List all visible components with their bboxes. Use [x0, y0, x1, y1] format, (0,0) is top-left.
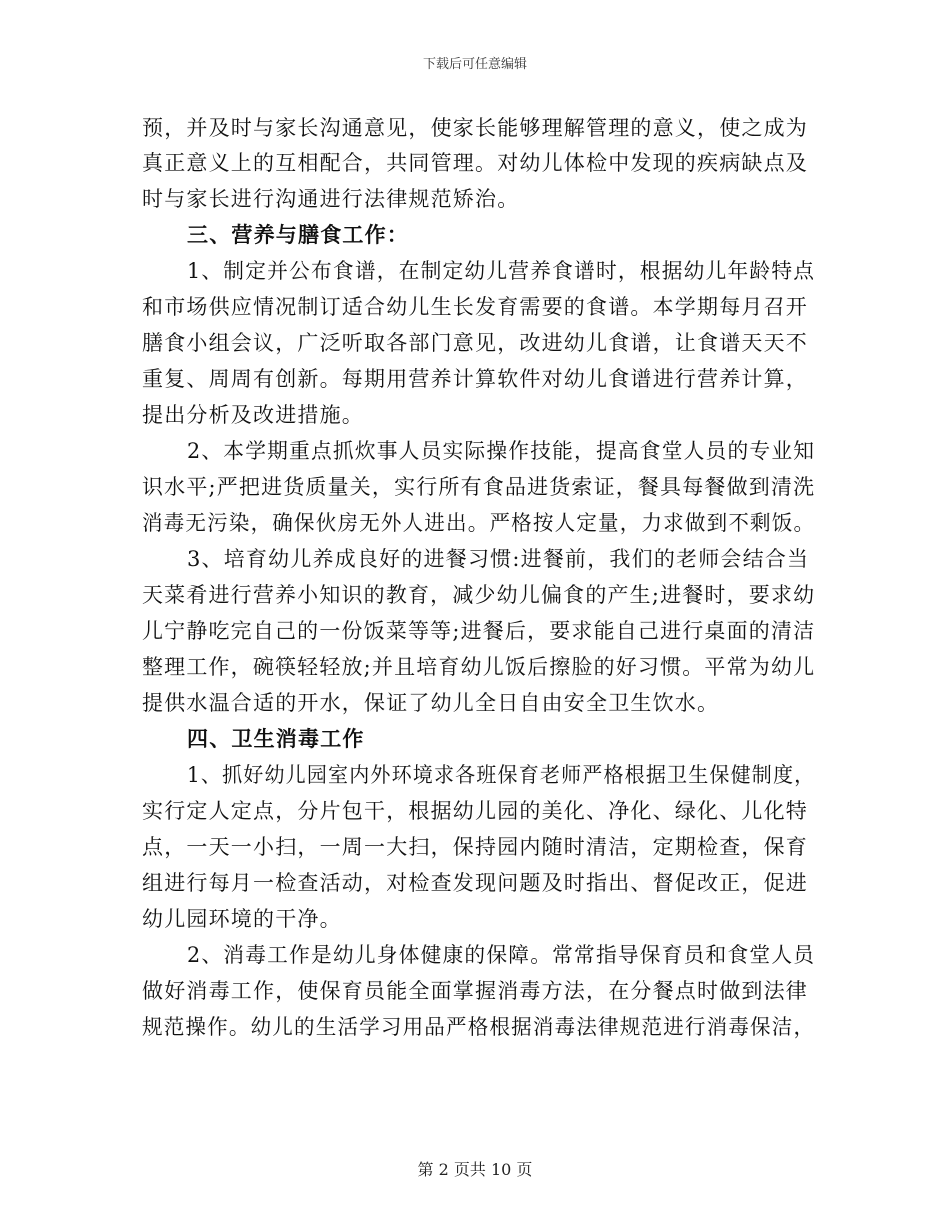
section-heading: 三、营养与膳食工作： [187, 222, 409, 247]
page-footer: 第 2 页共 10 页 [417, 1160, 533, 1179]
text-line: 2、消毒工作是幼儿身体健康的保障。常常指导保育员和食堂人员 [187, 943, 816, 967]
text-line: 时与家长进行沟通进行法律规范矫治。 [142, 187, 520, 211]
text-line: 和市场供应情况制订适合幼儿生长发育需要的食谱。本学期每月召开 [142, 295, 808, 319]
text-line: 提出分析及改进措施。 [142, 403, 364, 427]
text-line: 规范操作。幼儿的生活学习用品严格根据消毒法律规范进行消毒保洁， [142, 1015, 816, 1039]
text-line: 识水平;严把进货质量关，实行所有食品进货索证，餐具每餐做到清洗 [142, 475, 816, 499]
text-line: 组进行每月一检查活动，对检查发现问题及时指出、督促改正，促进 [142, 871, 808, 895]
text-line: 点，一天一小扫，一周一大扫，保持园内随时清洁，定期检查，保育 [142, 835, 808, 859]
text-line: 消毒无污染，确保伙房无外人进出。严格按人定量，力求做到不剩饭。 [142, 511, 816, 535]
text-line: 重复、周周有创新。每期用营养计算软件对幼儿食谱进行营养计算， [142, 367, 808, 391]
text-line: 1、制定并公布食谱，在制定幼儿营养食谱时，根据幼儿年龄特点 [187, 259, 816, 283]
text-line: 实行定人定点，分片包干，根据幼儿园的美化、净化、绿化、儿化特 [142, 799, 808, 823]
text-line: 膳食小组会议，广泛听取各部门意见，改进幼儿食谱，让食谱天天不 [142, 331, 808, 355]
text-line: 2、本学期重点抓炊事人员实际操作技能，提高食堂人员的专业知 [187, 439, 816, 463]
text-line: 幼儿园环境的干净。 [142, 907, 342, 931]
text-line: 真正意义上的互相配合，共同管理。对幼儿体检中发现的疾病缺点及 [142, 151, 808, 175]
text-line: 做好消毒工作，使保育员能全面掌握消毒方法，在分餐点时做到法律 [142, 979, 808, 1003]
text-line: 1、抓好幼儿园室内外环境求各班保育老师严格根据卫生保健制度， [187, 763, 816, 787]
page-header: 下载后可任意编辑 [422, 57, 527, 72]
text-line: 整理工作，碗筷轻轻放;并且培育幼儿饭后擦脸的好习惯。平常为幼儿 [142, 655, 816, 679]
text-line: 儿宁静吃完自己的一份饭菜等等;进餐后，要求能自己进行桌面的清洁 [142, 619, 816, 643]
text-line: 提供水温合适的开水，保证了幼儿全日自由安全卫生饮水。 [142, 691, 720, 715]
text-line: 3、培育幼儿养成良好的进餐习惯:进餐前，我们的老师会结合当 [187, 547, 810, 571]
text-line: 天菜肴进行营养小知识的教育，减少幼儿偏食的产生;进餐时，要求幼 [142, 583, 816, 607]
text-line: 预，并及时与家长沟通意见，使家长能够理解管理的意义，使之成为 [142, 116, 808, 140]
section-heading: 四、卫生消毒工作 [187, 726, 365, 751]
